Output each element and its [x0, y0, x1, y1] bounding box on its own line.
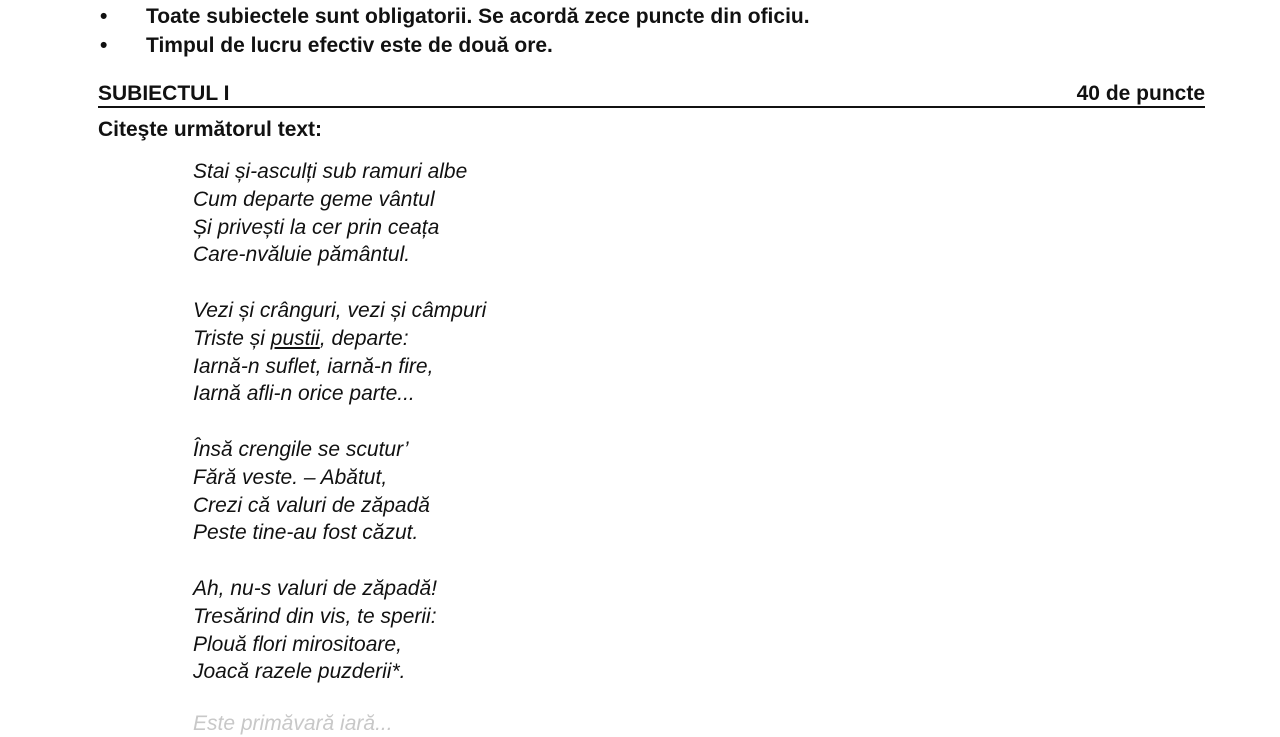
instruction-item: [100, 4, 810, 30]
poem-line: Iarnă-n suflet, iarnă-n fire,: [193, 354, 434, 378]
poem-line: Și privești la cer prin ceața: [193, 215, 440, 239]
poem-line: Peste tine-au fost căzut.: [193, 521, 419, 545]
instruction-text: Timpul de lucru efectiv este de două ore.: [146, 34, 553, 57]
subject-header: [98, 80, 1205, 108]
poem-stanza: [193, 575, 486, 686]
poem-line: Cum departe geme vântul: [193, 187, 435, 211]
poem-line-underlined: [193, 325, 486, 353]
poem-line: Plouă flori mirositoare,: [193, 632, 402, 656]
poem-line: Ah, nu-s valuri de zăpadă!: [193, 576, 437, 600]
poem-line: Fără veste. – Abătut,: [193, 465, 388, 489]
poem-line: Iarnă afli-n orice parte...: [193, 382, 415, 406]
poem-line: Însă crengile se scutur’: [193, 437, 409, 461]
poem-line: Vezi și crânguri, vezi și câmpuri: [193, 298, 487, 322]
reading-prompt: Citeşte următorul text:: [98, 118, 323, 141]
line-part: Triste și: [193, 326, 271, 350]
poem-stanza: [193, 158, 486, 269]
poem-line: Joacă razele puzderii*.: [193, 660, 406, 684]
subject-points: 40 de puncte: [1076, 82, 1205, 105]
poem-stanza: [193, 436, 486, 547]
poem-line: Tresărind din vis, te sperii:: [193, 604, 437, 628]
poem-line: Stai și-asculți sub ramuri albe: [193, 160, 468, 183]
bullet-icon: •: [100, 5, 108, 28]
instruction-text: Toate subiectele sunt obligatorii. Se acordă zece puncte din oficiu.: [146, 5, 810, 28]
poem-line: Crezi că valuri de zăpadă: [193, 493, 430, 517]
bullet-icon: •: [100, 34, 108, 57]
instruction-item: [100, 33, 553, 59]
cut-off-line: Este primăvară iară...: [193, 712, 393, 735]
poem-line: Care-nvăluie pământul.: [193, 243, 411, 267]
poem-text: [193, 158, 486, 714]
subject-title: SUBIECTUL I: [98, 82, 230, 105]
poem-stanza: [193, 297, 486, 408]
underlined-word: pustii: [270, 326, 320, 350]
line-part: , departe:: [319, 326, 409, 350]
